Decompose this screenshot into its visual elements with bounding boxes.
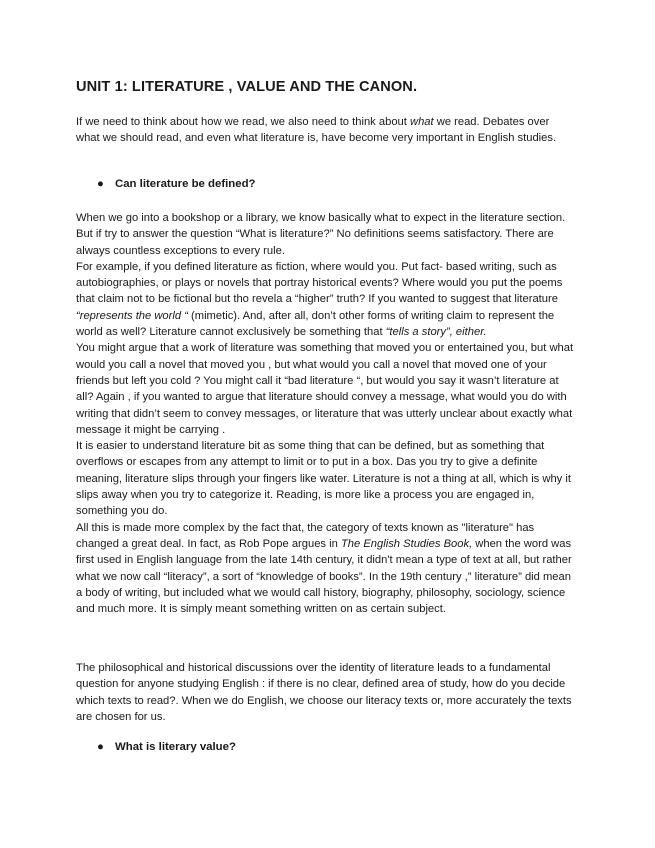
sentence-easier-to-understand: It is easier to understand literature bit as some thing that can be defined, but as something that overflows or escapes from any attempt to limit or to put in a box. Das you try to give a definite meaning, literature slips through your fingers like water. Literature is not a thing at all, which is why it slips away when you try to categorize it. Reading, is more like a process you are engaged in, something you do. [76, 440, 571, 518]
sentence-moved-you: You might argue that a work of literature was something that moved you or entertained you, but what would you call a novel that moved you , but what would you call a novel that moved one of your friends but left you cold ? You might call it “bad literature “, but would you say it wasn’t literature at all? Again , if you wanted to argue that literature should convey a message, what would you do with writing that didn’t seem to convey messages, or literature that was utterly unclear about exactly what message it might be carrying . [76, 342, 574, 436]
book-title-english-studies-book: The English Studies Book, [340, 537, 473, 550]
intro-text-before: If we need to think about how we read, we also need to think about [76, 116, 410, 128]
quote-tells-a-story: “tells a story”, either. [385, 326, 487, 339]
bullet-heading-literary-value [97, 741, 236, 753]
philosophical-paragraph: The philosophical and historical discussions over the identity of literature leads to a fundamental question for anyone studying English : if there is no clear, defined area of study, how do you decide which texts to read?. When we do English, we choose our literacy texts or, more accurately the texts are chosen for us. [76, 662, 572, 723]
bullet-label: Can literature be defined? [115, 178, 256, 190]
bullet-icon: ● [97, 741, 104, 753]
bullet-icon: ● [97, 178, 104, 190]
sentence-fiction-part1: For example, if you defined literature as fiction, where would you. Put fact- based writing, such as autobiographies, or plays or novels that portray historical events? Where would you put the poems that claim not to be fictional but tho revela a “higher” truth? If you wanted to suggest that literature [76, 260, 563, 306]
sentence-bookshop: When we go into a bookshop or a library, we know basically what to expect in the literature section. But if try to answer the question “What is literature?” No definitions seems satisfactory. There are always countless exceptions to every rule. [76, 212, 566, 257]
sentence-more-complex-part2: when the word was first used in English language from the late 14th century, it didn't mean a type of text at all, but rather what we now call “literacy”, a sort of “knowledge of books”. In the 19th century ,” literature” did mean a body of writing, but included what we would call history, biography, philosophy, sociology, science and much more. It is simply meant something written on as certain subject. [76, 537, 572, 616]
intro-paragraph [76, 114, 576, 147]
intro-emphasis: what [409, 116, 434, 128]
main-body-paragraph [76, 210, 576, 617]
page-title: UNIT 1: LITERATURE , VALUE AND THE CANON. [76, 79, 418, 95]
sentence-fiction-part2: (mimetic). And, after all, don’t other forms of writing claim to represent the world as well? Literature cannot exclusively be something that [76, 309, 555, 339]
sentence-more-complex-part1: All this is made more complex by the fact that, the category of texts known as "literature" has changed a great deal. In fact, as Rob Pope argues in [76, 521, 535, 550]
bullet-label: What is literary value? [115, 741, 236, 753]
intro-text-after: we read. Debates over what we should read, and even what literature is, have become very important in English studies. [76, 116, 557, 145]
bullet-heading-can-literature-be-defined [97, 178, 256, 190]
quote-represents-the-world: “represents the world “ [76, 309, 188, 322]
